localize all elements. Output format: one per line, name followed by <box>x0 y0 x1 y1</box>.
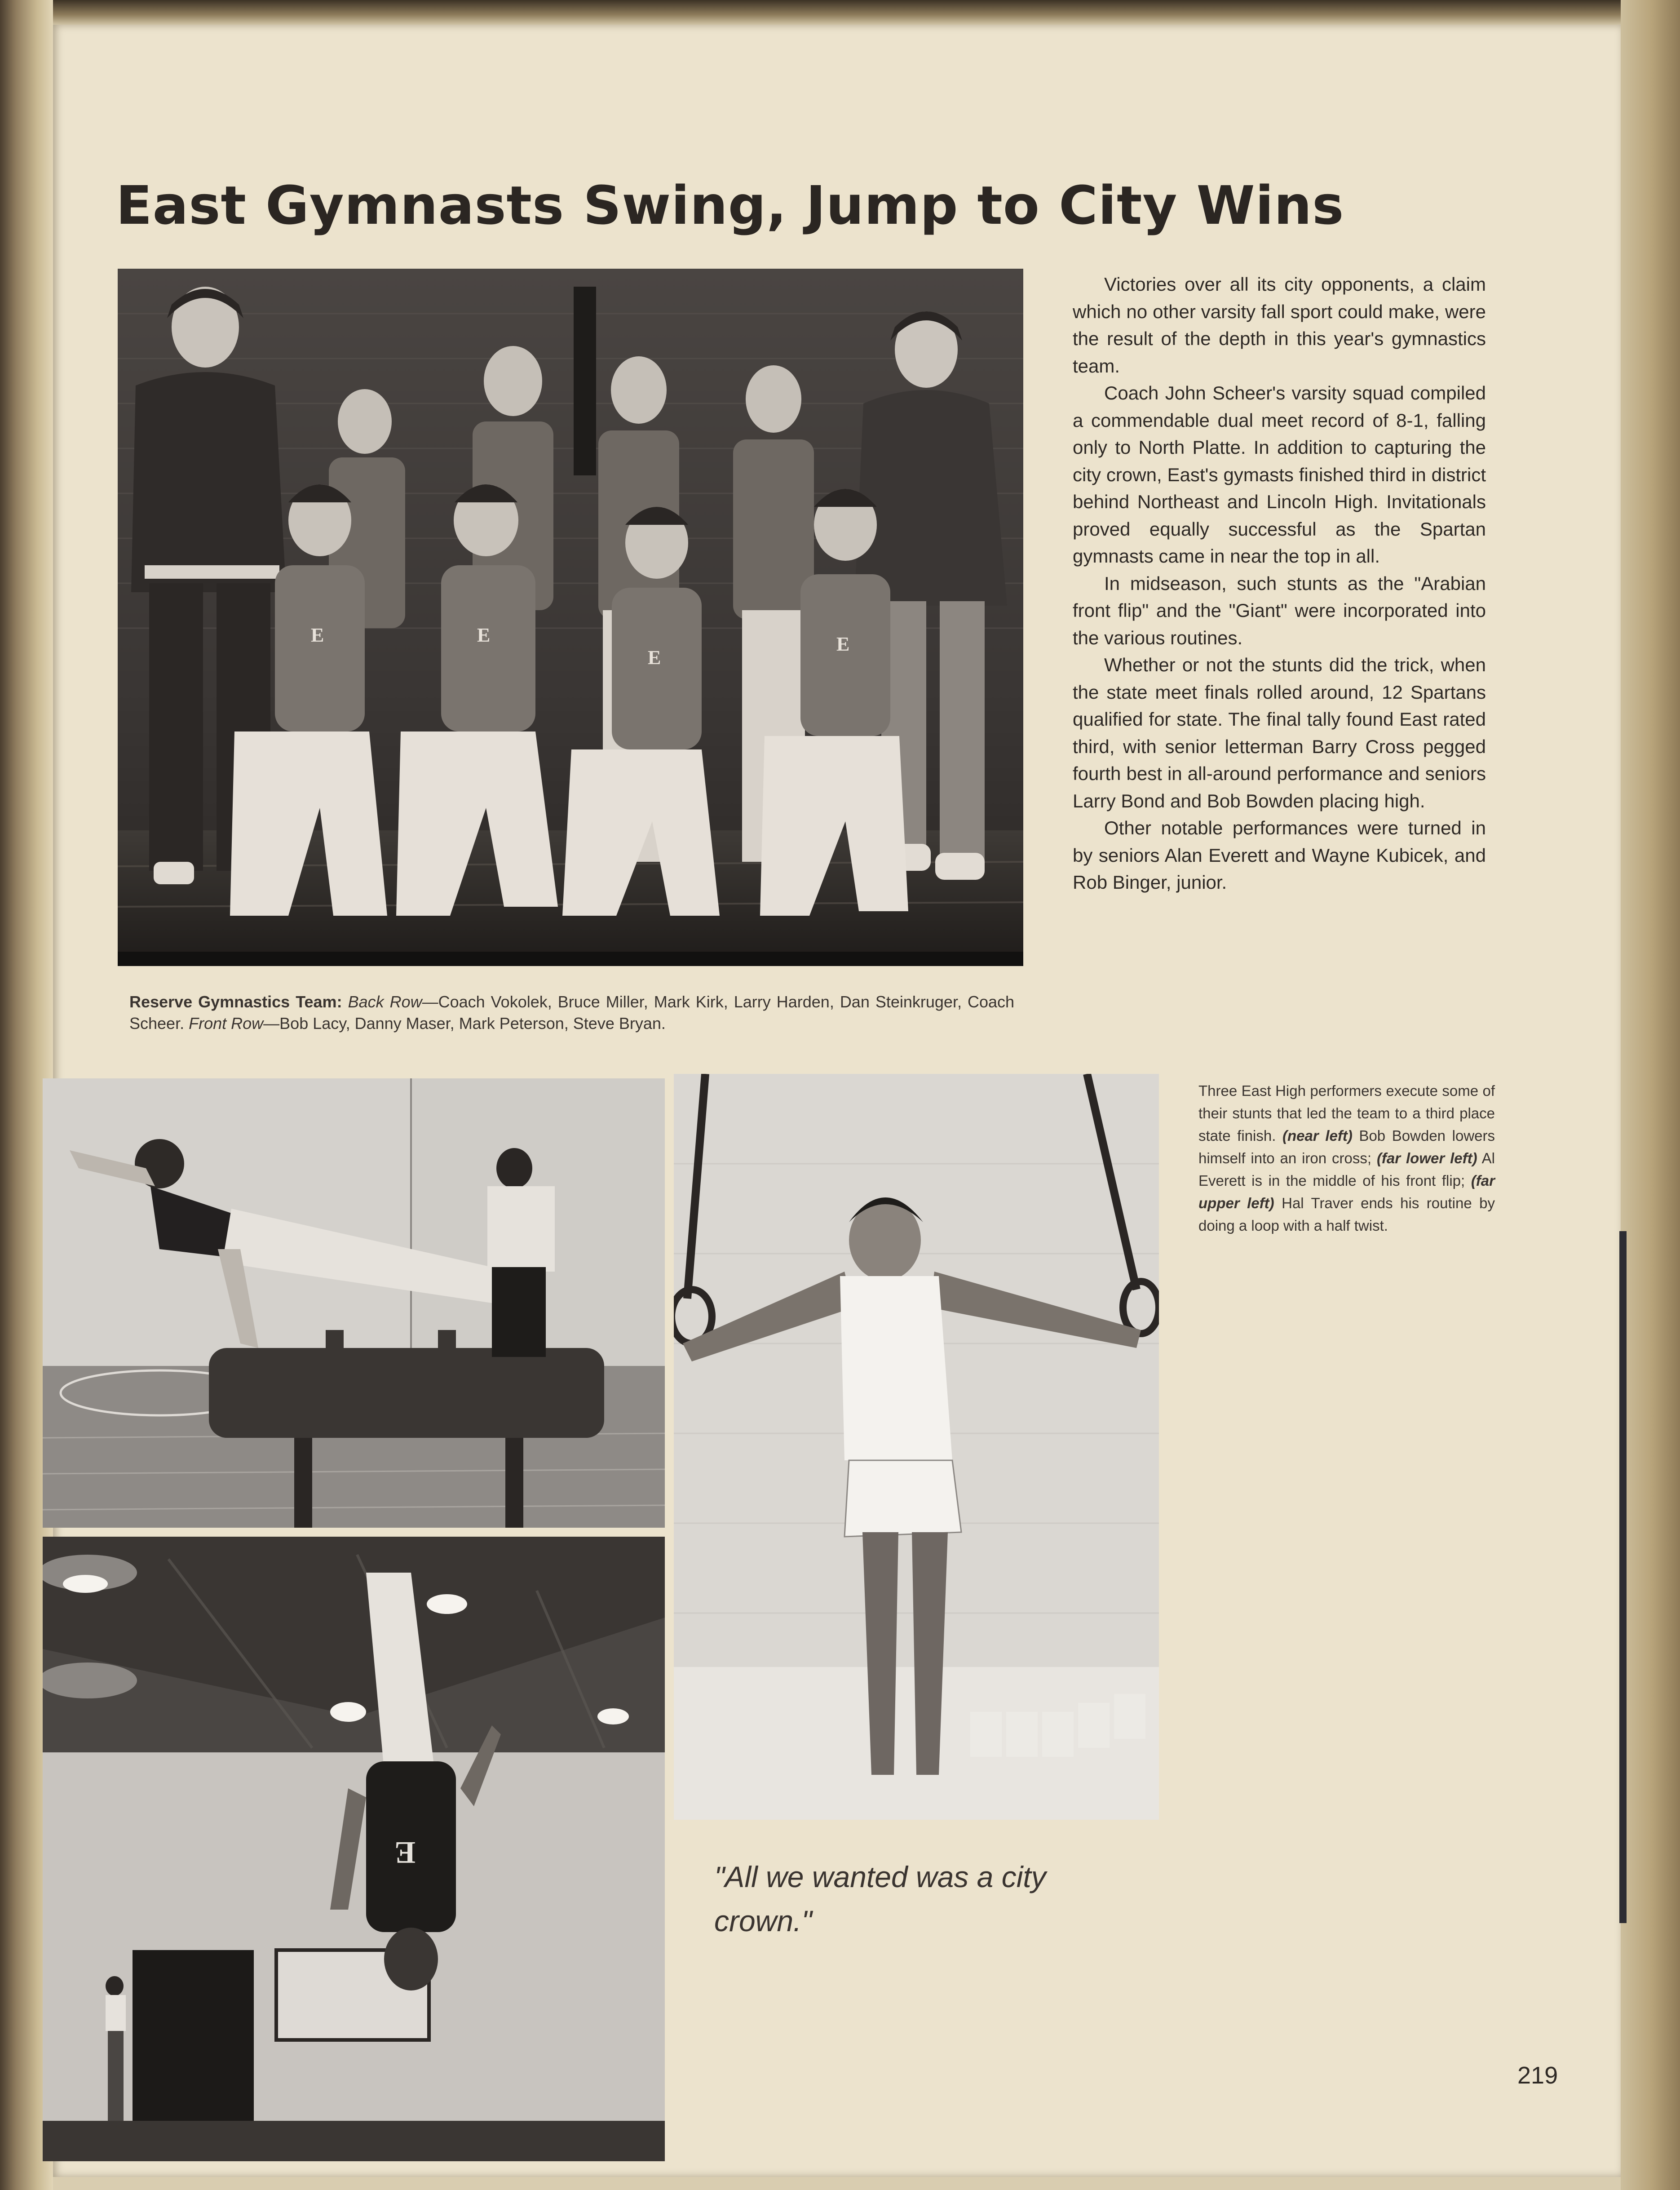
article-paragraph: Coach John Scheer's varsity squad compiled a commendable dual meet record of 8-1, falling only to North Platte. In addition to capturing the city crown, East's gymasts finished third in district behind Northeast and Lincoln High. Invitationals proved equally successful as the Spartan gymnasts came in near the top in all. <box>1073 382 1486 567</box>
page-title: East Gymnasts Swing, Jump to City Wins <box>116 174 1344 236</box>
pommel-horse-photo <box>43 1078 665 1528</box>
front-flip-image <box>43 1537 665 2161</box>
rings-iron-cross-image <box>674 1074 1159 1820</box>
caption-far-upper-left-label: (far upper left) <box>1198 1172 1495 1211</box>
article-paragraph: Other notable performances were turned in by seniors Alan Everett and Wayne Kubicek, and Rob Binger, junior. <box>1073 817 1486 893</box>
caption-far-lower-left: Al Everett is in the middle of his front flip; <box>1198 1150 1495 1189</box>
jersey-letter: E <box>394 1835 416 1870</box>
front-flip-photo <box>43 1537 665 2161</box>
jersey-letter: E <box>477 624 491 646</box>
team-photo <box>118 269 1023 966</box>
article-paragraph: Whether or not the stunts did the trick, when the state meet finals rolled around, 12 Spartans qualified for state. The final tally found East rated third, with senior letterman Barry Cross pegged fourth best in all-around performance and seniors Larry Bond and Bob Bowden placing high. <box>1073 654 1486 811</box>
caption-intro: Three East High performers execute some of their stunts that led the team to a third place state finish. <box>1198 1082 1495 1144</box>
caption-back-row-names: —Coach Vokolek, Bruce Miller, Mark Kirk, Larry Harden, Dan Steinkruger, Coach Scheer. <box>129 993 1015 1033</box>
page-tab-marker <box>1619 1231 1627 1923</box>
caption-far-upper-left: Hal Traver ends his routine by doing a loop with a half twist. <box>1198 1195 1495 1234</box>
caption-near-left-label: (near left) <box>1282 1127 1353 1144</box>
caption-near-left: Bob Bowden lowers himself into an iron cross; <box>1198 1127 1495 1166</box>
article-paragraph: In midseason, such stunts as the "Arabian front flip" and the "Giant" were incorporated into the various routines. <box>1073 572 1486 648</box>
jersey-letter: E <box>836 633 850 655</box>
pull-quote: "All we wanted was a city crown." <box>714 1860 1046 1937</box>
caption-team-label: Reserve Gymnastics Team: <box>129 993 342 1011</box>
page-number: 219 <box>1517 2062 1558 2089</box>
team-photo-caption <box>129 991 1014 1034</box>
caption-back-row-label: Back Row <box>348 993 422 1011</box>
page-stack-edge <box>1621 0 1680 2190</box>
action-photos-caption <box>1198 1080 1495 1237</box>
team-photo-image <box>118 269 1023 966</box>
rings-iron-cross-photo <box>674 1074 1159 1820</box>
pommel-horse-image <box>43 1078 665 1528</box>
article-body <box>1073 271 1486 896</box>
caption-far-lower-left-label: (far lower left) <box>1376 1150 1477 1166</box>
article-paragraph: Victories over all its city opponents, a claim which no other varsity fall sport could make, were the result of the depth in this year's gymnastics team. <box>1073 274 1486 377</box>
jersey-letter: E <box>311 624 324 646</box>
top-edge-shadow <box>0 0 1680 25</box>
caption-front-row-names: —Bob Lacy, Danny Maser, Mark Peterson, Steve Bryan. <box>263 1014 666 1033</box>
jersey-letter: E <box>648 647 661 669</box>
caption-front-row-label: Front Row <box>189 1014 264 1033</box>
